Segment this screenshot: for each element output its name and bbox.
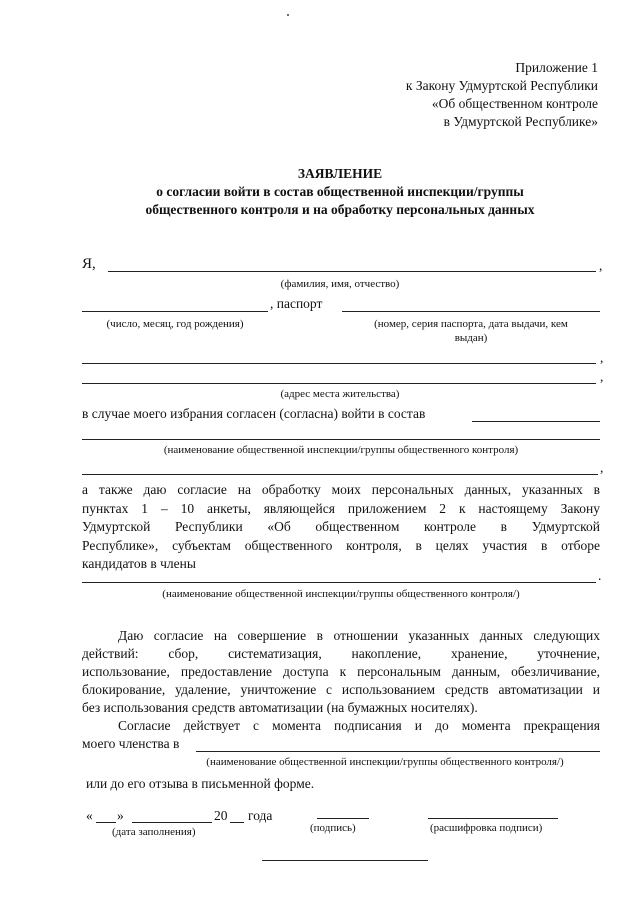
para3-line-2: моего членства в — [82, 736, 180, 751]
date-close-quote: » — [117, 808, 124, 823]
candidate-inspection-field[interactable] — [82, 582, 596, 583]
appendix-line-4: в Удмуртской Республике» — [443, 114, 598, 129]
para1-line-3: Удмуртской Республики «Об общественном контроле в Удмуртской — [82, 519, 600, 534]
para2-line-3: использование, предоставление доступа к персональным данным, обезличивание, — [82, 664, 600, 679]
bottom-separator — [262, 860, 428, 861]
inspection-name-field-1[interactable] — [472, 421, 600, 422]
year-field[interactable] — [230, 822, 244, 823]
candidate-dot: . — [598, 568, 602, 583]
inspection-caption-3: (наименование общественной инспекции/группы общественного контроля/) — [206, 756, 564, 768]
para3-line-3: или до его отзыва в письменной форме. — [86, 776, 315, 791]
birth-date-caption: (число, месяц, год рождения) — [106, 318, 244, 330]
para2-line-4: блокирование, удаление, уничтожение с использованием средств автоматизации и — [82, 682, 600, 697]
para1-line-4: Республике», субъектам общественного контроля, в целях участия в отборе — [82, 538, 600, 553]
document-subtitle-1: о согласии войти в состав общественной инспекции/группы — [156, 184, 524, 199]
signature-caption: (подпись) — [310, 822, 356, 834]
para2-line-2: действий: сбор, систематизация, накопление, хранение, уточнение, — [82, 646, 600, 661]
address-comma-2: , — [600, 369, 604, 384]
address-comma-1: , — [600, 350, 604, 365]
inspection-name-field-3[interactable] — [82, 474, 598, 475]
date-caption: (дата заполнения) — [112, 826, 196, 838]
appendix-line-1: Приложение 1 — [515, 60, 598, 75]
para1-line-1: а также даю согласие на обработку моих персональных данных, указанных в — [82, 482, 600, 497]
document-title: ЗАЯВЛЕНИЕ — [297, 166, 383, 181]
signature-decode-caption: (расшифровка подписи) — [430, 822, 543, 834]
inspection-comma: , — [600, 460, 604, 475]
appendix-line-3: «Об общественном контроле — [431, 96, 598, 111]
date-open-quote: « — [86, 808, 93, 823]
membership-inspection-field[interactable] — [196, 751, 600, 752]
ya-label: Я, — [82, 256, 96, 272]
para1-line-5: кандидатов в члены — [82, 556, 196, 571]
inspection-name-field-2[interactable] — [82, 439, 600, 440]
month-field[interactable] — [132, 822, 212, 823]
fio-comma: , — [599, 258, 603, 273]
year-suffix: года — [248, 808, 273, 823]
para1-line-2: пунктах 1 – 10 анкеты, являющейся приложением 2 к настоящему Закону — [82, 501, 600, 516]
year-prefix: 20 — [214, 808, 228, 823]
fio-caption: (фамилия, имя, отчество) — [280, 278, 400, 290]
document-subtitle-2: общественного контроля и на обработку персональных данных — [145, 202, 535, 217]
day-field[interactable] — [96, 822, 116, 823]
inspection-caption: (наименование общественной инспекции/группы общественного контроля) — [163, 444, 519, 456]
signature-field[interactable] — [317, 818, 369, 819]
para2-line-1: Даю согласие на совершение в отношении указанных данных следующих — [118, 628, 600, 643]
passport-caption-2: выдан) — [454, 332, 488, 344]
fio-field[interactable] — [108, 271, 596, 272]
passport-caption-1: (номер, серия паспорта, дата выдачи, кем — [374, 318, 568, 330]
birth-date-field[interactable] — [82, 311, 268, 312]
signature-decode-field[interactable] — [428, 818, 558, 819]
consent-join-text: в случае моего избрания согласен (согласна) войти в состав — [82, 406, 426, 421]
para2-line-5: без использования средств автоматизации (на бумажных носителях). — [82, 700, 478, 715]
address-field-1[interactable] — [82, 363, 596, 364]
passport-field[interactable] — [342, 311, 600, 312]
address-field-2[interactable] — [82, 383, 596, 384]
address-caption: (адрес места жительства) — [280, 388, 400, 400]
inspection-caption-2: (наименование общественной инспекции/группы общественного контроля/) — [162, 588, 520, 600]
passport-label: , паспорт — [270, 296, 323, 311]
para3-line-1: Согласие действует с момента подписания и до момента прекращения — [118, 718, 600, 733]
appendix-line-2: к Закону Удмуртской Республики — [405, 78, 598, 93]
scan-speck — [287, 14, 289, 16]
